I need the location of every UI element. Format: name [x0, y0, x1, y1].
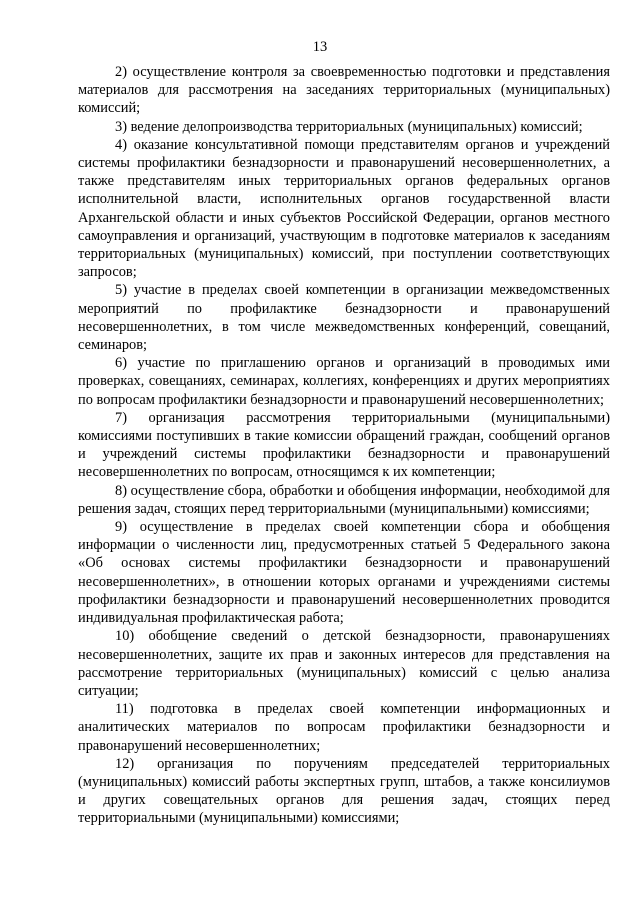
list-item: 6) участие по приглашению органов и организаций в проводимых ими проверках, совещаниях, семинарах, коллегиях, конференциях и других мероприятиях по вопросам профилактики безнадзорности и правонарушений несовершеннолетних;: [78, 355, 610, 408]
list-item: 4) оказание консультативной помощи представителям органов и учреждений системы профилактики безнадзорности и правонарушений несовершеннолетних, а также представителям иных территориальных органов федеральных органов исполнительной власти, исполнительных органов государственной власти Архангельской области и иных субъектов Российской Федерации, органов местного самоуправления и организаций, участвующим в подготовке материалов к заседаниям территориальных (муниципальных) комиссий, при поступлении соответствующих запросов;: [78, 136, 610, 281]
list-item: 10) обобщение сведений о детской безнадзорности, правонарушениях несовершеннолетних, защите их прав и законных интересов для представления на рассмотрение территориальных (муниципальных) комиссий с целью анализа ситуации;: [78, 628, 610, 699]
document-body: [78, 63, 610, 828]
list-item: 2) осуществление контроля за своевременностью подготовки и представления материалов для рассмотрения на заседаниях территориальных (муниципальных) комиссий;: [78, 64, 610, 117]
list-item: 5) участие в пределах своей компетенции в организации межведомственных мероприятий по профилактике безнадзорности и правонарушений несовершеннолетних, в том числе межведомственных конференций, совещаний, семинаров;: [78, 282, 610, 354]
list-item: 9) осуществление в пределах своей компетенции сбора и обобщения информации о численности лиц, предусмотренных статьей 5 Федерального закона «Об основах системы профилактики безнадзорности и правонарушений несовершеннолетних», в отношении которых органами и учреждениями системы профилактики безнадзорности и правонарушений несовершеннолетних проводится индивидуальная профилактическая работа;: [78, 519, 610, 627]
page-number: 13: [312, 39, 328, 55]
list-item: 3) ведение делопроизводства территориальных (муниципальных) комиссий;: [115, 118, 583, 135]
list-item: 11) подготовка в пределах своей компетенции информационных и аналитических материалов по вопросам профилактики безнадзорности и правонарушений несовершеннолетних;: [78, 701, 610, 754]
list-item: 7) организация рассмотрения территориальными (муниципальными) комиссиями поступивших в такие комиссии обращений граждан, сообщений органов и учреждений системы профилактики безнадзорности и правонарушений несовершеннолетних по вопросам, относящимся к их компетенции;: [78, 409, 610, 481]
list-item: 12) организация по поручениям председателей территориальных (муниципальных) комиссий работы экспертных групп, штабов, а также консилиумов и других совещательных органов для решения задач, стоящих перед территориальными (муниципальными) комиссиями;: [78, 755, 610, 827]
list-item: 8) осуществление сбора, обработки и обобщения информации, необходимой для решения задач, стоящих перед территориальными (муниципальными) комиссиями;: [78, 482, 610, 517]
